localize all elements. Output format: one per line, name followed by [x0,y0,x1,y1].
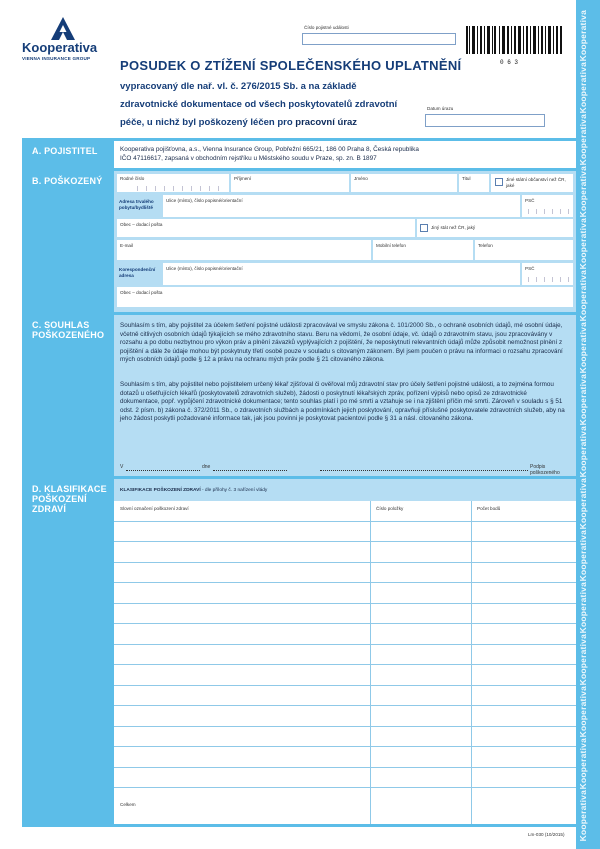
other-country-field[interactable] [417,219,573,237]
page-title: POSUDEK O ZTÍŽENÍ SPOLEČENSKÉHO UPLATNĚNÍ [120,58,462,73]
birth-number-field[interactable] [117,174,229,192]
mobile-phone-field[interactable] [373,240,473,260]
zip-ticks [528,277,570,282]
consent-paragraph-1: Souhlasím s tím, aby pojistitel za účelem šetření pojistné události zpracovával ve smyslu zákona č. 101/2000 Sb., o ochraně osobních údajů, mé osobní údaje, včetně citlivých osobních údajů týkajících se mého zdravotního stavu. Beru na vědomí, že osobní údaje, vč. údajů o zdravotním stavu, jsou zpracovávány v rozsahu a po dobu nezbytnou pro výkon práv a plnění závazků vyplývajících z pojištění, že neposkytnutí relevantních údajů může způsobit nemožnost plnění z pojištění a dále že údaje mohou být poskytnuty třetí osobě pouze v souladu s citovaným zákonem. Byl jsem poučen o právu na informaci o rozsahu zpracování mých osobních údajů podle § 12 a právu na ochranu mých práv podle § 21 citovaného zákona. [120,322,563,364]
stripe-brand-text: Kooperativa [578,322,588,374]
correspondence-zip-field[interactable] [522,263,573,285]
classification-row[interactable] [114,624,576,644]
phone-label: Telefon [478,243,493,248]
stripe-brand-text: Kooperativa [578,634,588,686]
street-label: Ulice (místo), číslo popisné/orientační [166,266,243,271]
classification-row[interactable] [114,747,576,767]
column-divider [370,624,371,643]
column-divider [370,665,371,684]
section-divider [22,824,576,827]
injury-date-label: Datum úrazu [427,106,454,111]
section-b-body [114,171,576,312]
title-field[interactable] [459,174,489,192]
column-divider [370,706,371,725]
stripe-brand-text: Kooperativa [578,218,588,270]
city-label: Obec – dodací pošta [120,290,163,295]
subtitle-line-3: péče, u nichž byl poškozený léčen pro pracovní úraz [120,117,358,128]
city-label: Obec – dodací pošta [120,222,163,227]
column-divider [370,542,371,561]
classification-row[interactable] [114,686,576,706]
other-country-label: Jiný stát než ČR, jaký [431,225,476,230]
stripe-brand-text: Kooperativa [578,478,588,530]
classification-row[interactable] [114,645,576,665]
insurer-registration: IČO 47116617, zapsaná v obchodním rejstříku u Městského soudu v Praze, sp. zn. B 1897 [120,155,377,162]
subtitle-line-2: zdravotnické dokumentace od všech poskytovatelů zdravotní [120,99,398,110]
section-b-heading: B. POŠKOZENÝ [22,171,114,312]
column-divider [370,727,371,746]
street-label: Ulice (místo), číslo popisné/orientační [166,198,243,203]
barcode-number: 0 6 3 [500,59,519,66]
column-divider [471,706,472,725]
classification-total-row [114,788,576,824]
total-label: Celkem [120,802,136,807]
column-header-description: Slovní označení poškození zdraví [120,506,189,511]
classification-row[interactable] [114,665,576,685]
classification-row[interactable] [114,563,576,583]
place-input[interactable] [126,470,200,471]
section-a-body [114,141,576,168]
kooperativa-logo-icon [50,16,76,42]
stripe-brand-text: Kooperativa [578,10,588,62]
logo-wordmark: Kooperativa [22,40,98,55]
column-divider [370,686,371,705]
column-header-points: Počet bodů [477,506,501,511]
correspondence-city-field[interactable] [117,287,573,307]
birth-number-label: Rodné číslo [120,176,145,181]
permanent-zip-field[interactable] [522,195,573,217]
column-divider [471,522,472,541]
first-name-label: Jméno [354,176,368,181]
signature-label: Podpis poškozeného [530,464,560,476]
section-a-heading: A. POJISTITEL [22,141,114,168]
birth-number-ticks [137,186,227,191]
subtitle-line-1: vypracovaný dle nař. vl. č. 276/2015 Sb. a na základě [120,81,357,92]
column-divider [471,747,472,766]
classification-header-row [114,501,576,522]
section-c-heading: C. SOUHLAS POŠKOZENÉHO [22,315,114,476]
column-divider [370,747,371,766]
stripe-brand-text: Kooperativa [578,270,588,322]
stripe-brand-text: Kooperativa [578,738,588,790]
permanent-address-label: Adresa trvalého pobytu/bydliště [119,199,154,210]
permanent-street-field[interactable] [163,195,520,217]
mobile-phone-label: Mobilní telefon [376,243,406,248]
signature-input[interactable] [320,470,528,471]
stripe-brand-text: Kooperativa [578,166,588,218]
classification-row[interactable] [114,727,576,747]
column-divider [471,542,472,561]
stripe-brand-text: Kooperativa [578,686,588,738]
zip-ticks [528,209,570,214]
other-citizenship-checkbox[interactable] [495,178,503,186]
column-divider [370,501,371,521]
insurer-address: Kooperativa pojišťovna, a.s., Vienna Insurance Group, Pobřežní 665/21, 186 00 Praha 8, Česká republika [120,146,419,153]
stripe-brand-text: Kooperativa [578,374,588,426]
consent-paragraph-2: Souhlasím s tím, aby pojistitel nebo pojistitelem určený lékař zjišťoval či ověřoval můj zdravotní stav pro účely šetření pojistné události, a to zejména formou dotazů u ošetřujících lékařů (poskytovatelů zdravotních služeb), žádosti o poskytnutí lékařských zpráv, pořízení výpisů nebo opisů ze zdravotnické dokumentace, popř. vypůjčení zdravotnické dokumentace; tento souhlas platí i po mé smrti a vztahuje se i na zjištění příčin mé smrti. Zároveň v souladu s § 51 odst. 2 písm. b) zákona č. 372/2011 Sb., o zdravotních službách a podmínkách jejich poskytování, opravňuji příslušné poskytovatele zdravotních služeb, aby na jeho žádost poskytli požadované informace tak, jak jsou povinni je poskytovat pacientovi podle § 31 a násl. citovaného zákona. [120,381,565,423]
column-divider [471,768,472,787]
phone-field[interactable] [475,240,573,260]
section-d-heading: D. KLASIFIKACE POŠKOZENÍ ZDRAVÍ [22,479,114,824]
column-divider [370,563,371,582]
column-divider [370,604,371,623]
column-divider [471,788,472,824]
column-divider [471,583,472,602]
first-name-field[interactable] [351,174,457,192]
surname-field[interactable] [231,174,349,192]
other-country-checkbox[interactable] [420,224,428,232]
classification-row[interactable] [114,604,576,624]
classification-row[interactable] [114,768,576,788]
claim-number-field[interactable] [302,33,456,45]
email-field[interactable] [117,240,371,260]
stripe-brand-text: Kooperativa [578,114,588,166]
classification-row[interactable] [114,522,576,542]
injury-date-field[interactable] [425,114,545,127]
column-divider [471,604,472,623]
stripe-brand-text: Kooperativa [578,426,588,478]
stripe-brand-text: Kooperativa [578,530,588,582]
date-input[interactable] [213,470,287,471]
classification-row[interactable] [114,583,576,603]
column-divider [471,501,472,521]
column-divider [471,686,472,705]
classification-subheader-text: KLASIFIKACE POŠKOZENÍ ZDRAVÍ - dle přílohy č. 3 nařízení vlády [120,488,268,493]
stripe-brand-text: Kooperativa [578,582,588,634]
other-citizenship-field[interactable] [491,174,573,192]
correspondence-street-field[interactable] [163,263,520,285]
column-divider [471,665,472,684]
column-divider [471,645,472,664]
column-divider [471,563,472,582]
column-divider [370,583,371,602]
logo-tagline: VIENNA INSURANCE GROUP [22,56,91,61]
classification-subheader [114,479,576,501]
column-divider [370,522,371,541]
permanent-city-field[interactable] [117,219,415,237]
column-divider [370,788,371,824]
date-label: dne [202,464,211,470]
signature-line [120,464,572,474]
form-code: Lm-030 (10/2015) [528,832,565,837]
column-header-item-number: Číslo položky [376,506,404,511]
column-divider [471,624,472,643]
barcode-icon [466,26,562,60]
other-citizenship-label: Jiné státní občanství než ČR, jaké [506,177,566,188]
zip-label: PSČ [525,198,535,203]
claim-number-label: Číslo pojistné události [304,25,349,30]
classification-row[interactable] [114,542,576,562]
correspondence-address-label: Korespondenční adresa [119,267,156,278]
title-label: Titul [462,176,471,181]
column-divider [370,768,371,787]
column-divider [370,645,371,664]
stripe-brand-text: Kooperativa [578,790,588,842]
brand-side-stripe [576,0,600,849]
stripe-brand-text: Kooperativa [578,62,588,114]
classification-row[interactable] [114,706,576,726]
surname-label: Příjmení [234,176,252,181]
work-injury-emphasis: pracovní úraz [295,117,358,128]
email-label: E-mail [120,243,134,248]
column-divider [471,727,472,746]
zip-label: PSČ [525,266,535,271]
place-label: V [120,464,124,470]
